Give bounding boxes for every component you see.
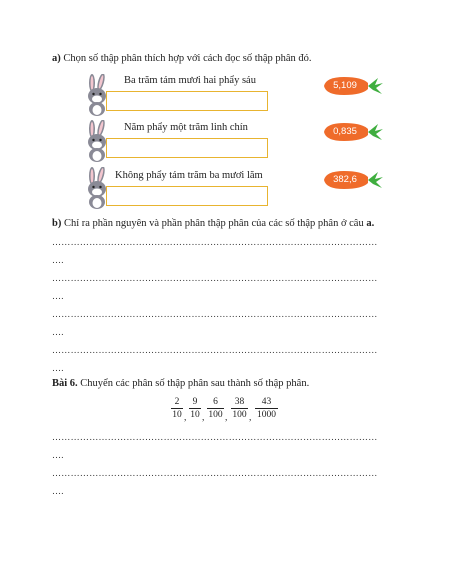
answer-line[interactable]: …………………………………………………………………………………………… — [52, 468, 378, 478]
fraction-numerator: 6 — [213, 397, 218, 407]
part-b-instruction: Chỉ ra phần nguyên và phần phân thập phân của các số thập phân ở câu — [63, 218, 364, 229]
fraction-4 — [231, 396, 248, 421]
answer-line[interactable]: …………………………………………………………………………………………… — [52, 309, 378, 319]
answer-line-end: …. — [52, 363, 64, 373]
fraction-numerator: 38 — [234, 397, 245, 407]
reading-1: Ba trăm tám mươi hai phẩy sáu — [124, 75, 256, 86]
answer-box-1[interactable] — [106, 91, 268, 111]
part-b-heading — [52, 217, 374, 230]
part-b-ref: a. — [366, 218, 375, 229]
fraction-denominator: 10 — [172, 410, 182, 420]
fraction-numerator: 9 — [192, 397, 198, 407]
carrot-value-3[interactable]: 382,6 — [333, 174, 357, 185]
bai6-instruction: Chuyển các phân số thập phân sau thành số thập phân. — [80, 378, 310, 389]
answer-box-2[interactable] — [106, 138, 268, 158]
part-b-label: b) — [52, 218, 62, 229]
part-a-instruction: Chọn số thập phân thích hợp với cách đọc số thập phân đó. — [63, 53, 312, 64]
carrot-value-1[interactable]: 5,109 — [333, 80, 357, 91]
fraction-denominator: 10 — [190, 410, 200, 420]
part-a-heading — [52, 52, 312, 65]
answer-line[interactable]: …………………………………………………………………………………………… — [52, 237, 378, 247]
fraction-denominator: 100 — [232, 410, 247, 420]
carrot-value-2[interactable]: 0,835 — [333, 126, 357, 137]
answer-line[interactable]: …………………………………………………………………………………………… — [52, 273, 378, 283]
fraction-1 — [171, 396, 183, 421]
answer-line[interactable]: …………………………………………………………………………………………… — [52, 345, 378, 355]
fraction-denominator: 1000 — [257, 410, 276, 420]
bai6-heading — [52, 377, 309, 390]
answer-line-end: …. — [52, 450, 64, 460]
fraction-5 — [255, 396, 278, 421]
fraction-denominator: 100 — [208, 410, 223, 420]
reading-2: Năm phẩy một trăm linh chín — [124, 122, 248, 133]
answer-line[interactable]: …………………………………………………………………………………………… — [52, 432, 378, 442]
part-a-label: a) — [52, 53, 61, 64]
reading-3: Không phẩy tám trăm ba mươi lăm — [115, 170, 263, 181]
fraction-separator: , — [202, 413, 205, 423]
fraction-separator: , — [184, 413, 187, 423]
fraction-separator: , — [249, 413, 252, 423]
answer-line-end: …. — [52, 291, 64, 301]
fraction-separator: , — [225, 413, 228, 423]
fraction-numerator: 43 — [261, 397, 272, 407]
fraction-2 — [189, 396, 201, 421]
answer-line-end: …. — [52, 486, 64, 496]
fraction-3 — [207, 396, 224, 421]
answer-box-3[interactable] — [106, 186, 268, 206]
answer-line-end: …. — [52, 255, 64, 265]
answer-line-end: …. — [52, 327, 64, 337]
fraction-numerator: 2 — [174, 397, 180, 407]
bai6-label: Bài 6. — [52, 378, 78, 389]
